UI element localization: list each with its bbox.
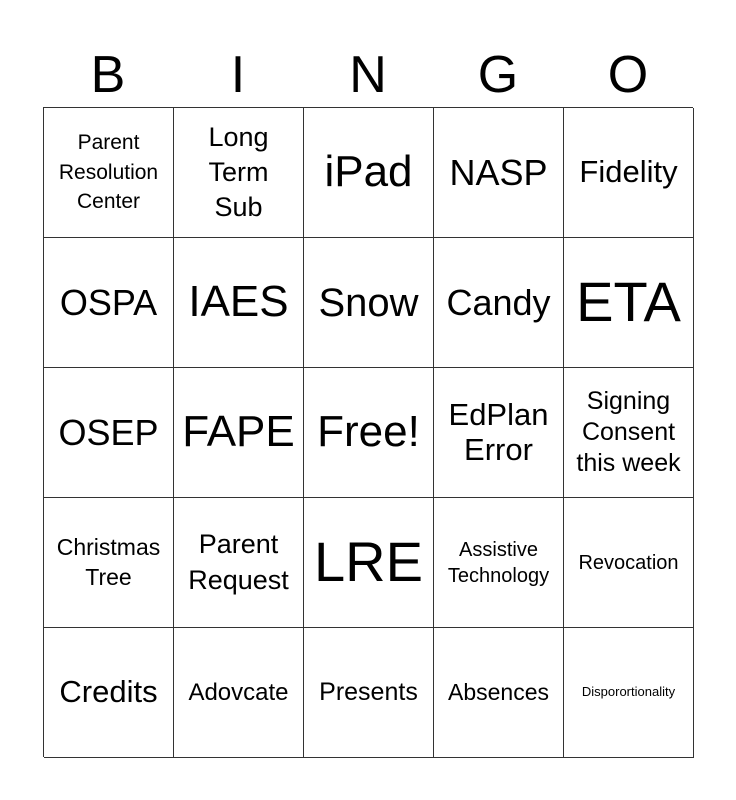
cell-label: FAPE	[182, 407, 295, 457]
bingo-cell[interactable]	[44, 628, 174, 758]
cell-label: OSPA	[59, 281, 158, 323]
header-letter-o: O	[607, 46, 649, 104]
bingo-header	[43, 48, 693, 102]
bingo-cell[interactable]	[174, 368, 304, 498]
bingo-cell[interactable]	[434, 628, 564, 758]
cell-label: Parent Resolution Center	[58, 131, 159, 214]
bingo-cell[interactable]	[174, 628, 304, 758]
cell-label: Snow	[318, 280, 419, 325]
cell-label: Candy	[446, 281, 551, 323]
cell-label: Parent Request	[188, 529, 289, 595]
cell-label: Fidelity	[579, 154, 678, 190]
bingo-cell[interactable]	[434, 368, 564, 498]
cell-label: ETA	[576, 270, 681, 334]
cell-label: Absences	[447, 678, 549, 705]
cell-label: Disporortionality	[581, 684, 676, 700]
cell-label: Assistive Technology	[447, 538, 550, 587]
cell-label: EdPlan Error	[448, 397, 549, 467]
bingo-cell[interactable]	[174, 108, 304, 238]
bingo-cell[interactable]	[304, 628, 434, 758]
bingo-cell[interactable]	[304, 108, 434, 238]
cell-label: iPad	[324, 147, 413, 197]
header-letter-n: N	[349, 46, 387, 104]
bingo-cell[interactable]	[564, 238, 694, 368]
bingo-cell[interactable]	[564, 368, 694, 498]
bingo-cell[interactable]	[304, 238, 434, 368]
bingo-cell[interactable]	[44, 108, 174, 238]
bingo-cell[interactable]	[174, 238, 304, 368]
bingo-cell[interactable]	[564, 108, 694, 238]
cell-label: Signing Consent this week	[576, 386, 681, 478]
cell-label: LRE	[314, 530, 423, 594]
bingo-cell[interactable]	[564, 498, 694, 628]
cell-label: Long Term Sub	[208, 121, 269, 223]
cell-label: Revocation	[578, 551, 679, 574]
bingo-cell[interactable]	[44, 368, 174, 498]
cell-label: Presents	[319, 677, 418, 706]
header-letter-g: G	[477, 46, 519, 104]
cell-label: Free!	[317, 407, 420, 457]
bingo-cell[interactable]	[44, 498, 174, 628]
bingo-cell[interactable]	[564, 628, 694, 758]
cell-label: Adovcate	[188, 678, 289, 706]
bingo-cell[interactable]	[44, 238, 174, 368]
bingo-board	[43, 107, 693, 757]
bingo-cell[interactable]	[434, 498, 564, 628]
bingo-cell[interactable]	[304, 498, 434, 628]
header-letter-b: B	[90, 46, 126, 104]
cell-label: Credits	[59, 674, 158, 710]
header-letter-i: I	[230, 46, 246, 104]
cell-label: NASP	[449, 151, 548, 193]
cell-label: OSEP	[58, 411, 159, 453]
cell-label: Christmas Tree	[56, 533, 161, 590]
bingo-cell[interactable]	[304, 368, 434, 498]
bingo-cell[interactable]	[434, 238, 564, 368]
bingo-cell[interactable]	[434, 108, 564, 238]
cell-label: IAES	[188, 277, 289, 327]
bingo-cell[interactable]	[174, 498, 304, 628]
